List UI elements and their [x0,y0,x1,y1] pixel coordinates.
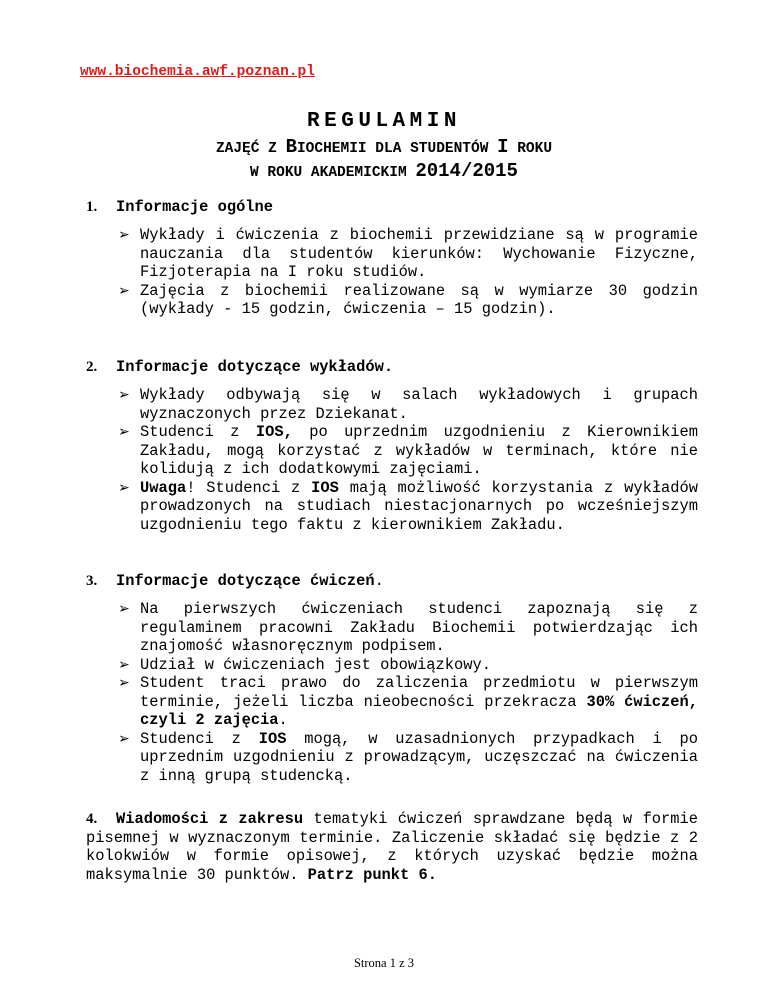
list-item: ➢ Wykłady odbywają się w salach wykładowych i grupach wyznaczonych przez Dziekanat. [116,386,698,423]
list-item: ➢ Udział w ćwiczeniach jest obowiązkowy. [116,656,698,675]
page-number-footer: Strona 1 z 3 [353,956,415,970]
section-title-end: . [374,572,384,590]
section-title: Informacje ogólne [116,198,274,216]
text-run-bold: Wiadomości z zakresu [116,810,304,828]
text-run: ! Studenci z [186,478,312,497]
section-4-paragraph [86,810,698,884]
section-1-heading [86,198,273,216]
text-run-bold: Patrz punkt 6. [307,865,437,884]
text-run-bold: IOS [311,478,339,497]
text-run: tematyki ćwiczeń sprawdzane będą w formie pisemnej w wyznaczonym terminie. Zaliczenie składać się będzie z 2 kolokwiów w formie opisowej, z których uzyskać będzie można maksymalnie 30 punktów. [86,810,698,884]
section-title: Informacje dotyczące wykładów. [116,358,394,376]
text-run: mają możliwość korzystania z wykładów prowadzonych na studiach niestacjonarnych po wcześniejszym uzgodnieniu tego faktu z kierownikiem Zakładu. [140,478,698,534]
text-run-bold: IOS, [255,423,293,441]
subtitle-part: B [285,136,297,158]
list-item: ➢ Na pierwszych ćwiczeniach studenci zapoznają się z regulaminem pracowni Zakładu Biochemii potwierdzając ich znajomość własnoręcznym podpisem. [116,600,698,656]
section-number: 3. [86,573,98,589]
list-item [116,423,698,479]
text-run-bold: IOS [258,729,287,748]
list-item: ➢ Zajęcia z biochemii realizowane są w wymiarze 30 godzin (wykłady - 15 godzin, ćwiczenia – 15 godzin). [116,282,698,319]
section-number: 4. [86,811,98,827]
website-link[interactable]: www.biochemia.awf.poznan.pl [80,64,315,80]
text-run-bold: 30% ćwiczeń, czyli 2 zajęcia [140,692,698,729]
text-run: Student traci prawo do zaliczenia przedmiotu w pierwszym terminie, jeżeli liczba nieobecności przekracza [140,674,698,711]
list-item [116,730,698,786]
subtitle-part: ZAJĘĆ Z [215,141,286,157]
subtitle-part: ROKU [508,141,553,157]
text-run: Studenci z [140,423,256,441]
section-number: 1. [86,199,98,215]
section-2-list [116,386,698,534]
document-title: REGULAMIN [307,110,461,133]
text-run: po uprzednim uzgodnieniu z Kierownikiem Zakładu, mogą korzystać z wykładów w terminach, które nie kolidują z ich dodatkowymi zajęciami. [140,423,698,478]
section-3-list [116,600,698,785]
document-subtitle-line-2 [0,160,768,182]
document-subtitle-line-1 [0,136,768,158]
section-2-heading [86,358,393,376]
text-run: mogą, w uzasadnionych przypadkach i po uprzednim uzgodnieniu z prowadzącym, uczęszczać na ćwiczenia z inną grupą studencką. [140,729,698,785]
list-item: ➢ Wykłady i ćwiczenia z biochemii przewidziane są w programie nauczania dla studentów kierunków: Wychowanie Fizyczne, Fizjoterapia na I roku studiów. [116,226,698,282]
list-item [116,479,698,535]
section-title: Informacje dotyczące ćwiczeń [116,572,375,590]
list-item [116,674,698,730]
subtitle-part: I [497,136,509,158]
subtitle-part: IOCHEMII DLA STUDENTÓW [296,141,498,157]
academic-year: 2014/2015 [415,160,518,182]
section-1-list [116,226,698,319]
text-run-bold: Uwaga [140,478,187,497]
section-number: 2. [86,359,98,375]
text-run: Studenci z [140,729,259,748]
text-run: . [278,711,288,729]
section-3-heading [86,572,384,590]
subtitle-part: W ROKU AKADEMICKIM [250,165,416,181]
